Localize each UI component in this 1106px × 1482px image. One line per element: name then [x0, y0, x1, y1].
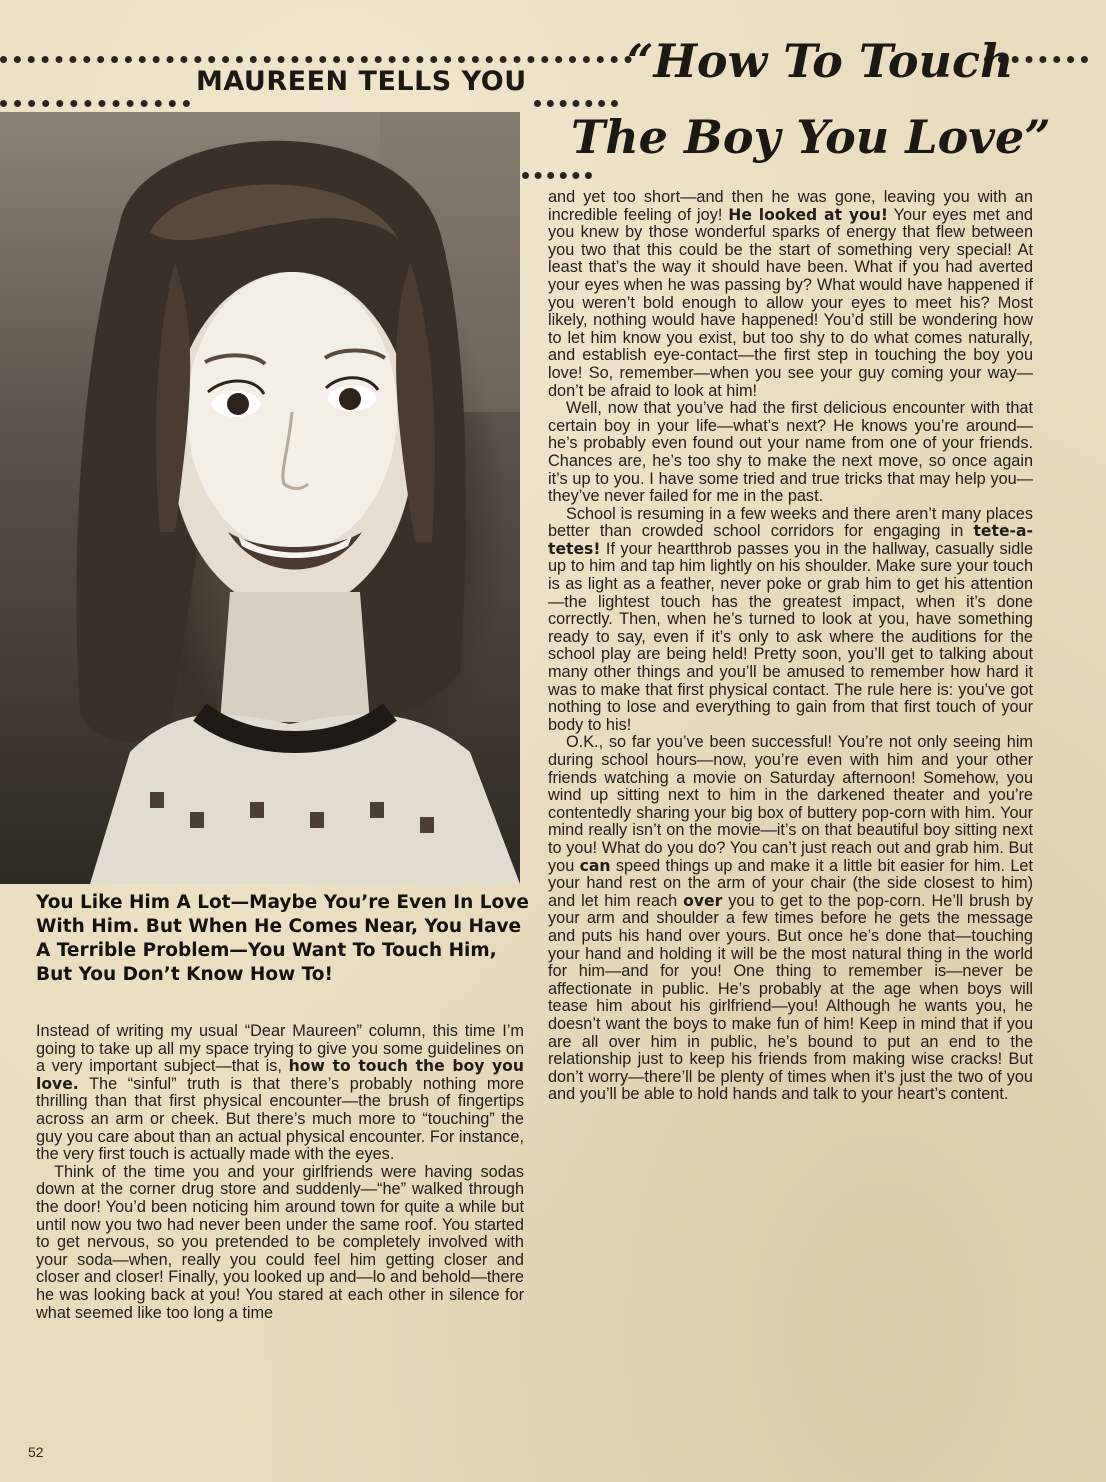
headline-line-1: “How To Touch — [627, 34, 1014, 88]
portrait-illustration — [0, 112, 520, 884]
headline-line-2: The Boy You Love” — [571, 110, 1051, 164]
dotted-rule-left — [0, 100, 190, 107]
paragraph: Instead of writing my usual “Dear Maureen” column, this time I’m going to take up all my space trying to give you some guidelines on a very important subject—that is, how to touch the boy you love. The “sinful” truth is that there’s probably nothing more thrilling than that first physical encounter—the brush of fingertips across an arm or cheek. But there’s much more to “touching” the guy you care about than an actual physical encounter. For instance, the very first touch is actually made with the eyes. — [36, 1022, 524, 1164]
paragraph: O.K., so far you’ve been successful! You’re not only seeing him during school hours—now, you’re even with him and your other friends watching a movie on Saturday afternoon! Somehow, you wind up sitting next to him in the darkened theater and you’re contentedly sharing your big box of buttery pop-corn with him. Your mind really isn’t on the movie—it’s on that beautiful boy sitting next to you! What do you do? You can’t just reach out and grab him. But you can speed things up and make it a little bit easier for him. Let your hand rest on the arm of your chair (the side closest to him) and let him reach over you to get to the pop-corn. He’ll brush by your arm and shoulder a few times before he gets the message and puts his hand over yours. But once he’s done that—touching your hand and holding it will be the most natural thing in the world for him—and for you! One thing to remember is—never be affectionate in public. He’s probably at the age when boys will tease him about his girlfriend—you! Although he wants you, he doesn’t want the boys to make fun of him! Keep in mind that if you are all over him in public, he’s bound to put an end to the relationship just to keep his friends from making wise cracks! But don’t worry—there’ll be plenty of times when it’s just the two of you and you’ll be able to hold hands and talk to your heart’s content. — [548, 733, 1033, 1104]
article-column-left — [36, 1023, 524, 1322]
paragraph: and yet too short—and then he was gone, leaving you with an incredible feeling of joy! He looked at you! Your eyes met and you knew by those wonderful sparks of energy that flew between you two that this could be the start of something very special! At least that’s the way it should have been. What if you had averted your eyes when he was passing by? What would have happened if you weren’t bold enough to allow your eyes to meet his? Most likely, nothing would have happened! You’d still be wondering how to let him know you exist, but too shy to do what comes naturally, and establish eye-contact—the first step in touching the boy you love! So, remember—when you see your guy coming your way—don’t be afraid to look at him! — [548, 188, 1033, 400]
headline — [535, 34, 1075, 164]
page-number: 52 — [28, 1444, 44, 1460]
portrait-photo — [0, 112, 520, 884]
paragraph: Think of the time you and your girlfriends were having sodas down at the corner drug store and suddenly—“he” walked through the door! You’d been noticing him around town for quite a while but until now you two had never been under the same roof. You started to get nervous, so you pretended to be completely involved with your soda—when, really you could feel him getting closer and closer and closer! Finally, you looked up and—lo and behold—there he was looking back at you! You stared at each other in silence for what seemed like too long a time — [36, 1162, 524, 1322]
article-column-right — [548, 189, 1033, 1104]
paragraph: School is resuming in a few weeks and there aren’t many places better than crowded school corridors for engaging in tete-a-tetes! If your heartthrob passes you in the hallway, casually sidle up to him and tap him lightly on his shoulder. Make sure your touch is as light as a feather, never poke or grab him to get his attention—the lightest touch has the greatest impact, when it’s done correctly. Then, when he’s turned to look at you, have something ready to say, even if it’s only to ask where the auditions for the school play are being held! Pretty soon, you’ll get to talking about many other things and you’ll be amused to remember how hard it was to make that first physical contact. The rule here is: you’ve got nothing to lose and everything to gain from that first touch of your body to his! — [548, 504, 1033, 734]
paragraph: Well, now that you’ve had the first delicious encounter with that certain boy in your life—what’s next? He knows you’re around—he’s probably even found out your name from one of your friends. Chances are, he’s too shy to make the next move, so once again it’s up to you. I have some tried and true tricks that may help you—they’ve never failed for me in the past. — [548, 399, 1033, 506]
article-deck: You Like Him A Lot—Maybe You’re Even In Love With Him. But When He Comes Near, You Have A Terrible Problem—You Want To Touch Him, But You Don’t Know How To! — [36, 892, 529, 985]
kicker-title: MAUREEN TELLS YOU — [196, 66, 527, 97]
dotted-rule-bottom — [522, 172, 592, 179]
